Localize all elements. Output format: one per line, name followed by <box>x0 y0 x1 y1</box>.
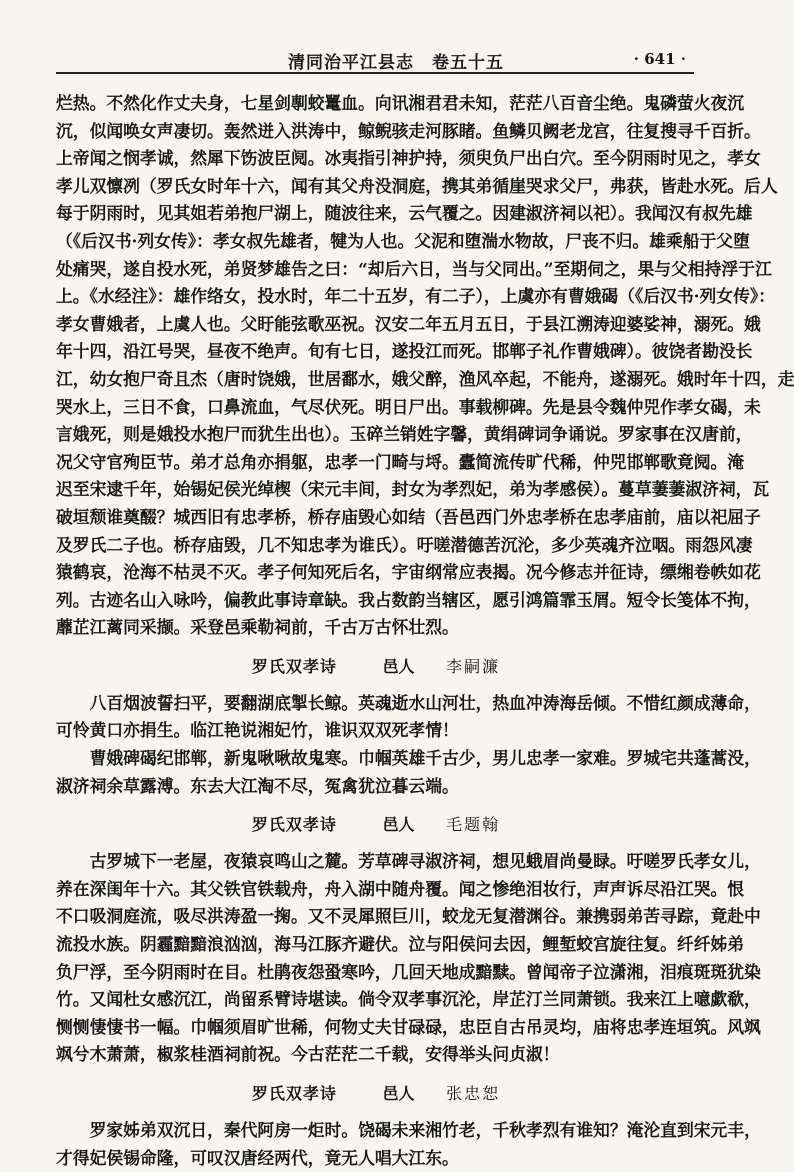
prose-line: 烂热。不然化作丈夫身，七星剑剸蛟鼍血。向讯湘君君未知，茫茫八百音尘绝。鬼磷萤火夜沉 <box>56 93 745 113</box>
poem-line: 不口吸洞庭流，吸尽洪涛盈一掬。又不灵犀照巨川，蛟龙无复潜渊谷。兼携弱弟苦寻踪，竟赴中 <box>56 906 761 927</box>
poem-title: 罗氏双孝诗 <box>251 815 337 835</box>
poem-line: 才得妃侯锡命隆，可叹汉唐经两代，竟无人唱大江东。 <box>56 1147 459 1168</box>
poem-author: 李嗣濂 <box>446 656 501 676</box>
poem-line: 八百烟波誓扫平，要翻湖底掣长鲸。英魂逝水山河壮，热血冲涛海岳倾。不惜红颜成薄命， <box>89 692 761 713</box>
prose-block <box>56 90 794 642</box>
poem-line: 淑济祠余草露溥。东去大江淘不尽，冤禽犹泣暮云端。 <box>56 775 459 796</box>
poem-line: 古罗城下一老屋，夜猿哀鸣山之麓。芳草碑寻淑济祠，想见蛾眉尚曼睩。吁嗟罗氏孝女儿， <box>89 851 761 872</box>
poem-section <box>56 650 761 800</box>
poem-author-place: 邑人 <box>382 1084 415 1103</box>
page-body <box>56 90 794 1172</box>
poem-line: 竹。又闻杜女感沉江，尚留系臂诗堪读。倘令双孝事沉沦，岸芷汀兰同萧锁。我来江上噫歔欷， <box>56 989 761 1010</box>
prose-line: 蘼芷江蓠同采撷。采登邑乘勒祠前，千古万古怀壮烈。 <box>56 617 459 638</box>
poem-author: 毛题翰 <box>446 815 501 835</box>
prose-line: 迟至宋逮千年，始锡妃侯光绰楔（宋元丰间，封女为孝烈妃，弟为孝感侯）。蔓草萋萋淑济祠，瓦 <box>56 479 770 500</box>
prose-line: 每于阴雨时，见其姐若弟抱尸湖上，随波往来，云气覆之。因建淑济祠以祀）。我闻汉有叔先雄 <box>56 203 753 224</box>
prose-line: 况父守官殉臣节。弟才总角亦捐躯，忠孝一门畸与埒。蠹简流传旷代稀，仲兕邯郸歌竟阋。淹 <box>56 451 745 472</box>
prose-line: 处痛哭，遂自投水死，弟贤梦雄告之曰：“却后六日，当与父同出。”至期伺之，果与父相持浮于江 <box>56 258 772 279</box>
poem-line: 可怜黄口亦捐生。临江艳说湘妃竹，谁识双双死孝情！ <box>56 720 459 741</box>
prose-line: 列。古迹名山入咏吟，偏教此事诗章缺。我占数韵当辖区，愿引鸿篇霏玉屑。短令长笺体不拘， <box>56 589 761 610</box>
prose-line: 孝女曹娥者，上虞人也。父盱能弦歌巫祝。汉安二年五月五日，于县江溯涛迎婆娑神，溺死。娥 <box>56 313 761 334</box>
poem-line: 飒兮木萧萧，椒浆桂酒祠前祝。今古茫茫二千载，安得举头问贞淑！ <box>56 1044 560 1065</box>
poem-heading <box>56 808 696 842</box>
poem-line: 养在深闺年十六。其父铁官铁载舟，舟入湖中随舟覆。闻之惨绝泪妆行，声声诉尽沿江哭。恨 <box>56 878 745 899</box>
poem-section <box>56 1077 761 1172</box>
prose-line: 上。《水经注》：雄作络女，投水时，年二十五岁，有二子），上虞亦有曹娥碣（《后汉书·列女传》： <box>56 286 776 307</box>
poem-heading <box>56 650 696 684</box>
prose-line: 及罗氏二子也。桥存庙毁，几不知忠孝为谁氏）。吁嗟潜德苦沉沦，多少英魂齐泣咽。雨怨风凄 <box>56 534 753 555</box>
prose-line: 猿鹤哀，沧海不枯灵不灭。孝子何知死后名，宇宙纲常应表揭。况今修志并征诗，缥缃卷帙如花 <box>56 562 761 583</box>
prose-line: 孝儿双懔冽（罗氏女时年十六，闻有其父舟没洞庭，携其弟循崖哭求父尸，弗获，皆赴水死。后人 <box>56 175 778 196</box>
page-header <box>56 44 694 74</box>
poem-line: 曹娥碑碣纪邯郸，新鬼啾啾故鬼寒。巾帼英雄千古少，男儿忠孝一家难。罗城宅共蓬蒿没， <box>89 748 761 769</box>
prose-line: 年十四，沿江号哭，昼夜不绝声。旬有七日，遂投江而死。邯郸子礼作曹娥碑）。彼饶者勘没长 <box>56 341 753 362</box>
prose-line: 上帝闻之悯孝诚，然犀下饬波臣阋。冰夷指引神护持，须臾负尸出白穴。至今阴雨时见之，孝女 <box>56 148 761 169</box>
prose-line: 破垣颓谁奠醊？城西旧有忠孝桥，桥存庙毁心如结（吾邑西门外忠孝桥在忠孝庙前，庙以祀屈子 <box>56 506 761 527</box>
prose-line: 言娥死，则是娥投水抱尸而犹生出也）。玉碎兰销姓字馨，黄绢碑词争诵说。罗家事在汉唐前， <box>56 424 753 445</box>
running-title: 清同治平江县志 卷五十五 <box>288 53 504 73</box>
page-number: · 641 · <box>633 50 686 68</box>
poem-line: 罗家姊弟双沉日，秦代阿房一炬时。饶碣未来湘竹老，千秋孝烈有谁知？淹沦直到宋元丰， <box>89 1120 761 1140</box>
poem-title: 罗氏双孝诗 <box>251 656 337 676</box>
poem-author: 张忠恕 <box>446 1084 501 1103</box>
prose-line: 哭水上，三日不食，口鼻流血，气尽伏死。明日尸出。事载柳碑。先是县令魏仲兕作孝女碣，未 <box>56 396 761 417</box>
prose-line: （《后汉书·列女传》：孝女叔先雄者，犍为人也。父泥和堕湍水物故，尸丧不归。雄乘船于父堕 <box>56 230 750 251</box>
prose-line: 江，幼女抱尸奇且杰（唐时饶娥，世居鄱水，娥父醉，渔风卒起，不能舟，遂溺死。娥时年十四，走 <box>56 368 794 389</box>
poem-line: 流投水族。阴霾黯黯浪汹汹，海马江豚齐避伏。泣与阳侯问去因，鲤堑蛟宫旋往复。纤纤姊弟 <box>56 934 745 955</box>
poem-line: 恻恻悽悽书一幅。巾帼须眉旷世稀，何物丈夫甘碌碌，忠臣自古吊灵均，庙将忠孝连垣筑。风飒 <box>56 1016 761 1037</box>
poem-author-place: 邑人 <box>382 815 415 835</box>
poem-line: 负尸浮，至今阴雨时在目。杜鹃夜怨蛩寒吟，几回天地成黯黩。曾闻帝子泣潇湘，泪痕斑斑犹染 <box>56 961 761 982</box>
prose-line: 沉，似闻唤女声凄切。轰然迸入洪涛中，鲸鲵骇走河豚睹。鱼鳞贝阙老龙宫，往复搜寻千百折。 <box>56 120 761 141</box>
poem-title: 罗氏双孝诗 <box>251 1084 337 1103</box>
poem-heading <box>56 1077 696 1111</box>
poem-section <box>56 808 761 1069</box>
poem-author-place: 邑人 <box>382 656 415 676</box>
